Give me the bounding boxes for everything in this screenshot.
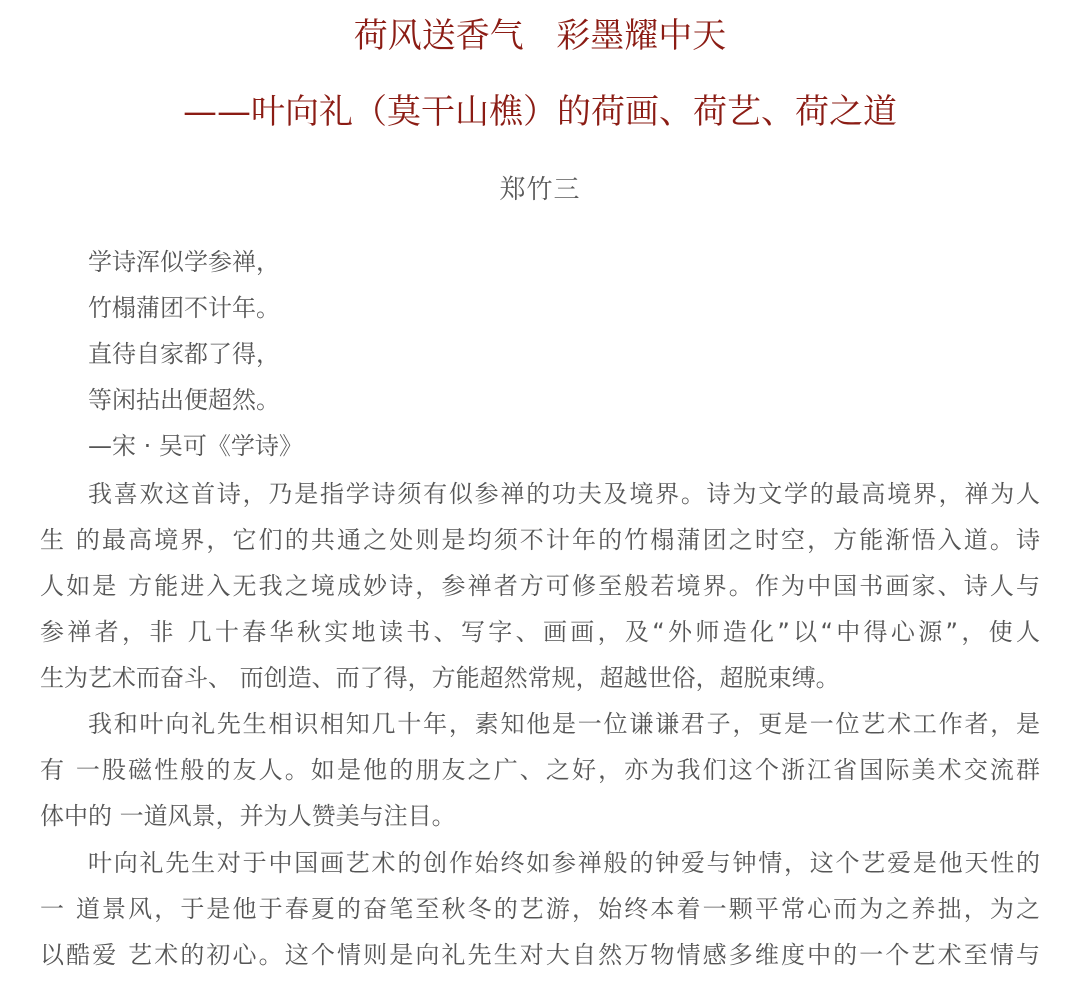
- article-author: 郑竹三: [499, 175, 581, 205]
- paragraph-line: 以酷爱 艺术的初心。这个情则是向礼先生对大自然万物情感多维度中的一个艺术至情与: [40, 941, 1040, 969]
- poem-line: 等闲拈出便超然。: [88, 386, 280, 414]
- paragraph-line: 一 道景风，于是他于春夏的奋笔至秋冬的艺游，始终本着一颗平常心而为之养拙，为之: [40, 895, 1040, 923]
- paragraph-line: 参禅者，非 几十春华秋实地读书、写字、画画，及“外师造化”以“中得心源”，使人: [40, 618, 1040, 646]
- paragraph-line: 人如是 方能进入无我之境成妙诗，参禅者方可修至般若境界。作为中国书画家、诗人与: [40, 572, 1040, 600]
- poem-line: 学诗浑似学参禅，: [88, 248, 280, 276]
- article-subtitle: ——叶向礼（莫干山樵）的荷画、荷艺、荷之道: [183, 92, 897, 132]
- paragraph-line: 我喜欢这首诗，乃是指学诗须有似参禅的功夫及境界。诗为文学的最高境界，禅为人: [88, 480, 1040, 508]
- paragraph-line: 有 一股磁性般的友人。如是他的朋友之广、之好，亦为我们这个浙江省国际美术交流群: [40, 756, 1040, 784]
- article-title: 荷风送香气 彩墨耀中天: [353, 16, 727, 56]
- poem-attribution: —宋 · 吴可《学诗》: [88, 432, 303, 460]
- paragraph-line: 我和叶向礼先生相识相知几十年，素知他是一位谦谦君子，更是一位艺术工作者，是: [88, 710, 1040, 738]
- paragraph-line: 生 的最高境界，它们的共通之处则是均须不计年的竹榻蒲团之时空，方能渐悟入道。诗: [40, 526, 1040, 554]
- poem-line: 直待自家都了得，: [88, 340, 280, 368]
- poem-line: 竹榻蒲团不计年。: [88, 294, 280, 322]
- paragraph-line: 叶向礼先生对于中国画艺术的创作始终如参禅般的钟爱与钟情，这个艺爱是他天性的: [88, 849, 1040, 877]
- paragraph-line: 生为艺术而奋斗、 而创造、而了得，方能超然常规，超越世俗，超脱束缚。: [40, 664, 840, 692]
- paragraph-line: 体中的 一道风景，并为人赞美与注目。: [40, 802, 456, 830]
